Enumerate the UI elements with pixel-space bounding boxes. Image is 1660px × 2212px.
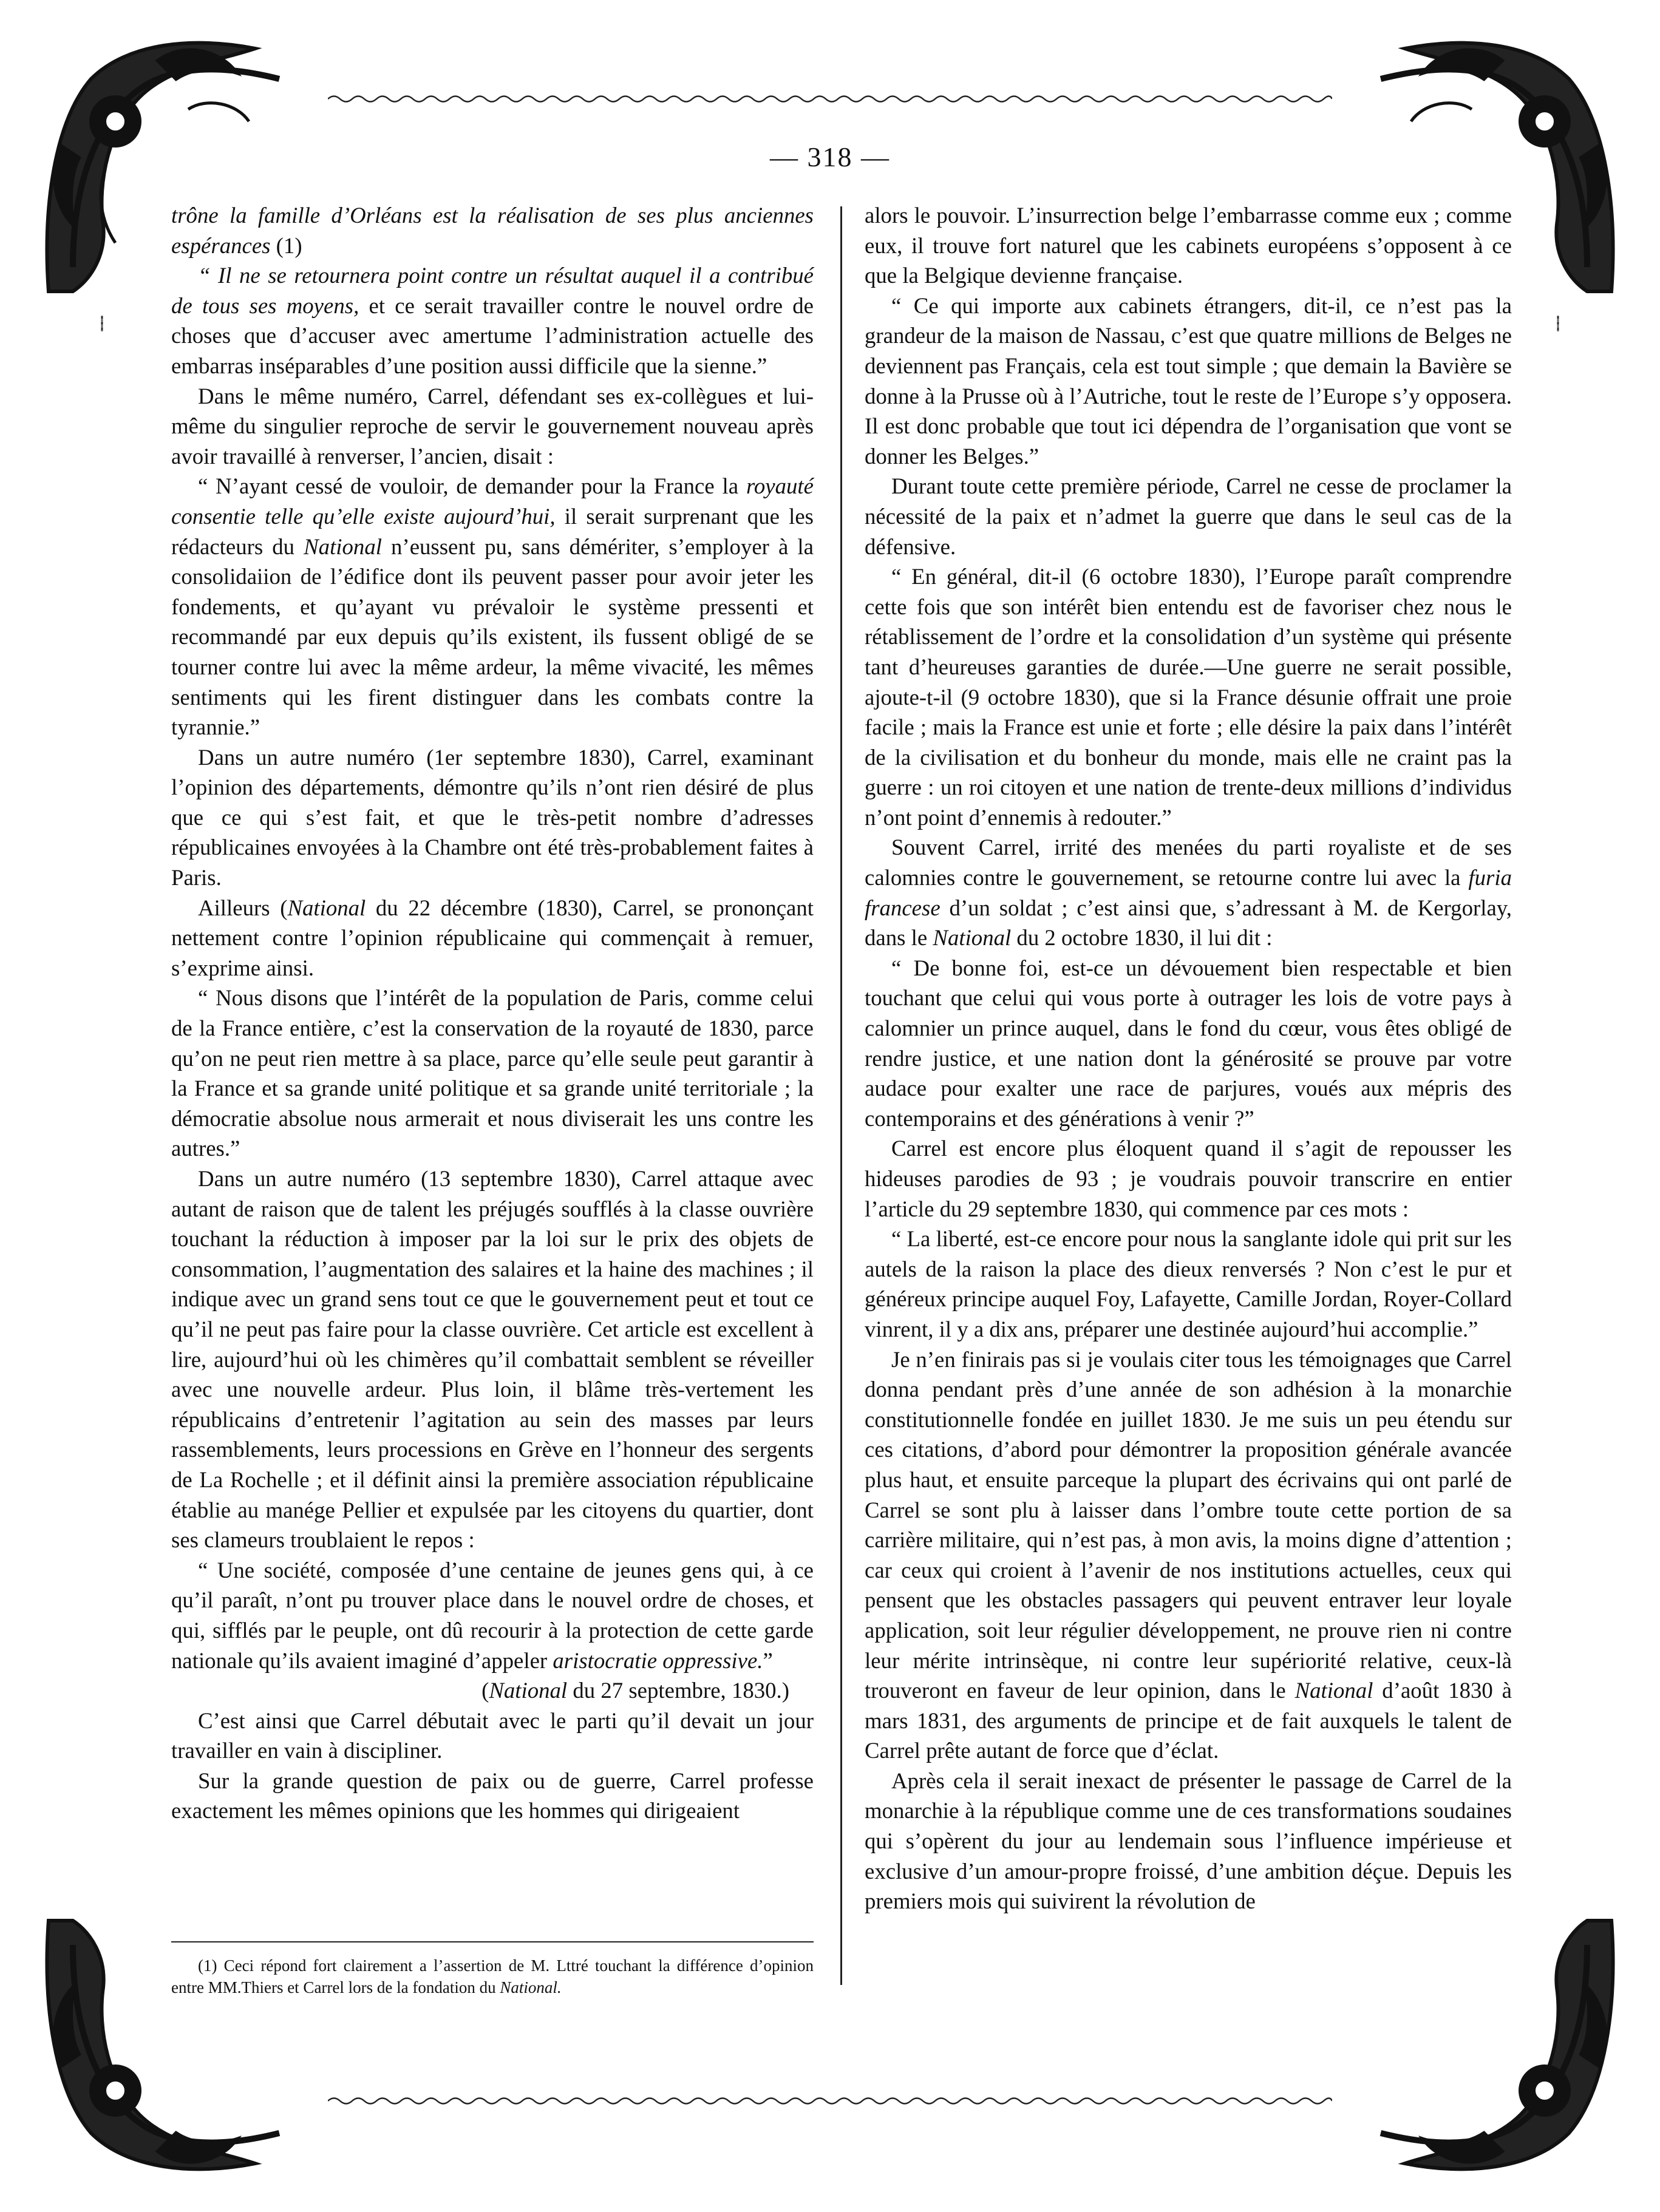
text-run: du 2 octobre 1830, il lui dit :: [1011, 925, 1273, 951]
text-run: d’un soldat ; c’est ainsi que, s’adressant à M. de Kergorlay, dans le: [865, 895, 1512, 951]
text-run: Souvent Carrel, irrité des menées du parti royaliste et de ses calomnies contre le gouvernement, se retourne contre lui avec la: [865, 835, 1512, 891]
right-column: [865, 200, 1512, 1916]
paragraph: [865, 561, 1512, 832]
text-run: Carrel est encore plus éloquent quand il s’agit de repousser les hideuses parodies de 93 ; je voudrais pouvoir transcrire en entier l’article du 29 septembre 1830, qui commence par ces mots :: [865, 1136, 1512, 1221]
text-run: ”: [763, 1647, 773, 1673]
column-divider: [840, 206, 842, 1985]
text-run: il serait surprenant que les rédacteurs du: [171, 503, 814, 559]
paragraph: [865, 291, 1512, 472]
ornament-rule-bottom: [328, 2093, 1332, 2109]
paragraph: [171, 381, 814, 472]
italic-text: royauté consentie telle qu’elle existe aujourd’hui,: [171, 473, 814, 529]
italic-text: “ Il ne se retournera point contre un résultat auquel il a contribué de tous ses moyens,: [171, 263, 814, 318]
text-run: (1): [270, 232, 302, 258]
text-run: “ N’ayant cessé de vouloir, de demander pour la France la: [198, 473, 746, 499]
paragraph: [171, 260, 814, 381]
text-run: “ Une société, composée d’une centaine de jeunes gens qui, à ce qu’il paraît, n’ont pu trouver place dans le nouvel ordre de choses, et qui, sifflés par le peuple, ont dû recourir à la protection de cette garde nationale qu’ils avaient imaginé d’appeler: [171, 1557, 814, 1673]
text-run: du 22 décembre (1830), Carrel, se prononçant nettement contre l’opinion républicaine qui commençait à remuer, s’exprime ainsi.: [171, 895, 814, 980]
paragraph: [865, 471, 1512, 561]
text-run: et ce serait travailler contre le nouvel ordre de choses que d’accuser avec amertume l’administration actuelle des embarras inséparables d’une position aussi difficile que la sienne.”: [171, 293, 814, 378]
text-run: du 27 septembre, 1830.): [567, 1678, 789, 1703]
footnote: [171, 1955, 814, 1998]
text-run: Ailleurs (: [198, 895, 288, 920]
text-run: Dans un autre numéro (1er septembre 1830), Carrel, examinant l’opinion des départements, démontre qu’ils n’ont rien désiré de plus que ce qui s’est fait, et que le très-petit nombre d’adresses républicaines envoyées à la Chambre ont été très-probablement faites à Paris.: [171, 744, 814, 891]
paragraph: [171, 983, 814, 1164]
page-number: — 318 —: [770, 141, 890, 172]
italic-text: National.: [500, 1978, 562, 1997]
text-run: (: [481, 1678, 489, 1703]
text-run: “ Ce qui importe aux cabinets étrangers, dit-il, ce n’est pas la grandeur de la maison de Nassau, c’est que quatre millions de Belges ne deviennent pas Français, cela est tout simple ; que demain la Bavière se donne à la Prusse où à l’Autriche, tout le reste de l’Europe s’y opposera. Il est donc probable que tout ici dépendra de l’organisation que vont se donner les Belges.”: [865, 293, 1512, 469]
text-run: (1) Ceci répond fort clairement a l’assertion de M. Lttré touchant la différence d’opinion entre MM.Thiers et Carrel lors de la fondation du: [171, 1956, 814, 1997]
text-run: d’août 1830 à mars 1831, des arguments de principe et de fait auxquels le talent de Carrel prête autant de force que d’éclat.: [865, 1678, 1512, 1763]
text-run: “ La liberté, est-ce encore pour nous la sanglante idole qui prit sur les autels de la raison la place des dieux renversés ? Non c’est le pur et généreux principe auquel Foy, Lafayette, Camille Jordan, Royer-Collard vinrent, il y a dix ans, préparer une destinée aujourd’hui accomplie.”: [865, 1226, 1512, 1342]
paragraph: [865, 953, 1512, 1134]
italic-text: National: [304, 534, 382, 559]
paragraph: [865, 1133, 1512, 1224]
text-run: Je n’en finirais pas si je voulais citer tous les témoignages que Carrel donna pendant près d’une année de son adhésion à la monarchie constitutionnelle fondée en juillet 1830. Je me suis un peu étendu sur ces citations, d’abord pour démontrer la proposition générale avancée plus haut, et ensuite parceque la plupart des écrivains qui ont parlé de Carrel se sont plu à laisser dans l’ombre toute cette portion de sa carrière militaire, qui n’est pas, à mon avis, la moins digne d’attention ; car ceux qui croient à l’avenir de nos institutions actuelles, ceux qui pensent que les obstacles passagers qui peuvent entraver leur loyale application, soit leur régulier développement, ne prouve rien ni contre leur mérite intrinsèque, ni contre leur supériorité relative, ceux-là trouveront en faveur de leur opinion, dans le: [865, 1346, 1512, 1703]
text-run: “ De bonne foi, est-ce un dévouement bien respectable et bien touchant que celui qui vous porte à outrager les lois de votre pays à calomnier un prince auquel, dans le fond du cœur, vous êtes obligé de rendre justice, et une nation dont la générosité se prouve par votre audace pour exalter une race de parjures, voués aux mépris des contemporains et des générations à venir ?”: [865, 955, 1512, 1131]
footnote-rule: [171, 1941, 814, 1942]
italic-text: furia francese: [865, 865, 1512, 920]
text-run: alors le pouvoir. L’insurrection belge l’embarrasse comme eux ; comme eux, il trouve fort naturel que les cabinets européens s’opposent à ce que la Belgique devienne française.: [865, 203, 1512, 288]
text-run: Sur la grande question de paix ou de guerre, Carrel professe exactement les mêmes opinions que les hommes qui dirigeaient: [171, 1768, 814, 1824]
italic-text: National: [933, 925, 1012, 951]
paragraph: [171, 893, 814, 983]
paragraph: [171, 200, 814, 260]
paragraph: [171, 1555, 814, 1675]
paragraph: [171, 1675, 814, 1706]
italic-text: National: [287, 895, 366, 920]
ornament-rule-right: [1552, 316, 1564, 331]
text-run: Dans le même numéro, Carrel, défendant ses ex-collègues et lui-même du singulier reproche de servir le gouvernement nouveau après avoir travaillé à renverser, l’ancien, disait :: [171, 383, 814, 469]
text-run: “ En général, dit-il (6 octobre 1830), l’Europe paraît comprendre cette fois que son intérêt bien entendu est de favoriser chez nous le rétablissement de l’ordre et la consolidation d’un système qui présente tant d’heureuses garanties de durée.—Une guerre ne serait possible, ajoute-t-il (9 octobre 1830), que si la France désunie offrait une proie facile ; mais la France est unie et forte ; elle désire la paix dans l’intérêt de la civilisation et du bonheur du monde, mais elle ne craint pas la guerre : un roi citoyen et une nation de trente-deux millions d’individus n’ont point d’ennemis à redouter.”: [865, 564, 1512, 830]
text-run: n’eussent pu, sans démériter, s’employer à la consolidaiion de l’édifice dont ils peuvent passer pour avoir jeter les fondements, et qu’ayant vu prévaloir le système pressenti et recommandé par eux depuis qu’ils existent, ils fussent obligé de se tourner contre lui avec la même ardeur, la même vivacité, les mêmes sentiments qui les firent distinguer dans les combats contre la tyrannie.”: [171, 534, 814, 740]
paragraph: [865, 1224, 1512, 1344]
text-run: “ Nous disons que l’intérêt de la population de Paris, comme celui de la France entière, c’est la conservation de la royauté de 1830, parce qu’on ne peut rien mettre à sa place, parce qu’elle seule peut garantir à la France et sa grande unité politique et sa grande unité territoriale ; la démocratie absolue nous armerait et nous diviserait les uns contre les autres.”: [171, 985, 814, 1161]
paragraph: [171, 742, 814, 893]
paragraph: [171, 471, 814, 742]
paragraph: [171, 1766, 814, 1826]
italic-text: National: [1294, 1678, 1373, 1703]
italic-text: aristocratie oppressive.: [553, 1647, 763, 1673]
paragraph: [865, 1345, 1512, 1766]
italic-text: trône la famille d’Orléans est la réalisation de ses plus anciennes espérances: [171, 203, 814, 258]
text-run: C’est ainsi que Carrel débutait avec le parti qu’il devait un jour travailler en vain à discipliner.: [171, 1708, 814, 1763]
ornament-corner-bottom-right: [1344, 1908, 1624, 2188]
italic-text: National: [489, 1678, 568, 1703]
left-column: [171, 200, 814, 1826]
paragraph: [865, 832, 1512, 952]
text-run: Après cela il serait inexact de présenter le passage de Carrel de la monarchie à la république comme une de ces transformations soudaines qui s’opèrent du jour au lendemain sous l’influence impérieuse et exclusive d’un amour-propre froissé, d’une ambition déçue. Depuis les premiers mois qui suivirent la révolution de: [865, 1768, 1512, 1914]
text-run: Dans un autre numéro (13 septembre 1830), Carrel attaque avec autant de raison que de talent les préjugés soufflés à la classe ouvrière touchant la réduction à imposer par la loi sur le prix des objets de consommation, l’augmentation des salaires et la haine des machines ; il indique avec un grand sens tout ce que le gouvernement peut et tout ce qu’il ne peut pas faire pour la classe ouvrière. Cet article est excellent à lire, aujourd’hui où les chimères qu’il combattait semblent se réveiller avec une nouvelle ardeur. Plus loin, il blâme très-vertement les républicains d’entretenir l’agitation au sein des masses par leurs rassemblements, leurs processions en Grève en l’honneur des sergents de La Rochelle ; et il définit ainsi la première association républicaine établie au manége Pellier et expulsée par les citoyens du quartier, dont ses clameurs troublaient le repos :: [171, 1166, 814, 1553]
ornament-rule-left: [96, 316, 108, 331]
paragraph: [865, 200, 1512, 291]
paragraph: [171, 1164, 814, 1555]
paragraph: [865, 1766, 1512, 1916]
ornament-corner-bottom-left: [36, 1908, 316, 2188]
paragraph: [171, 1706, 814, 1766]
ornament-rule-top: [328, 91, 1332, 107]
text-run: Durant toute cette première période, Carrel ne cesse de proclamer la nécessité de la paix et n’admet la guerre que dans le seul cas de la défensive.: [865, 473, 1512, 559]
